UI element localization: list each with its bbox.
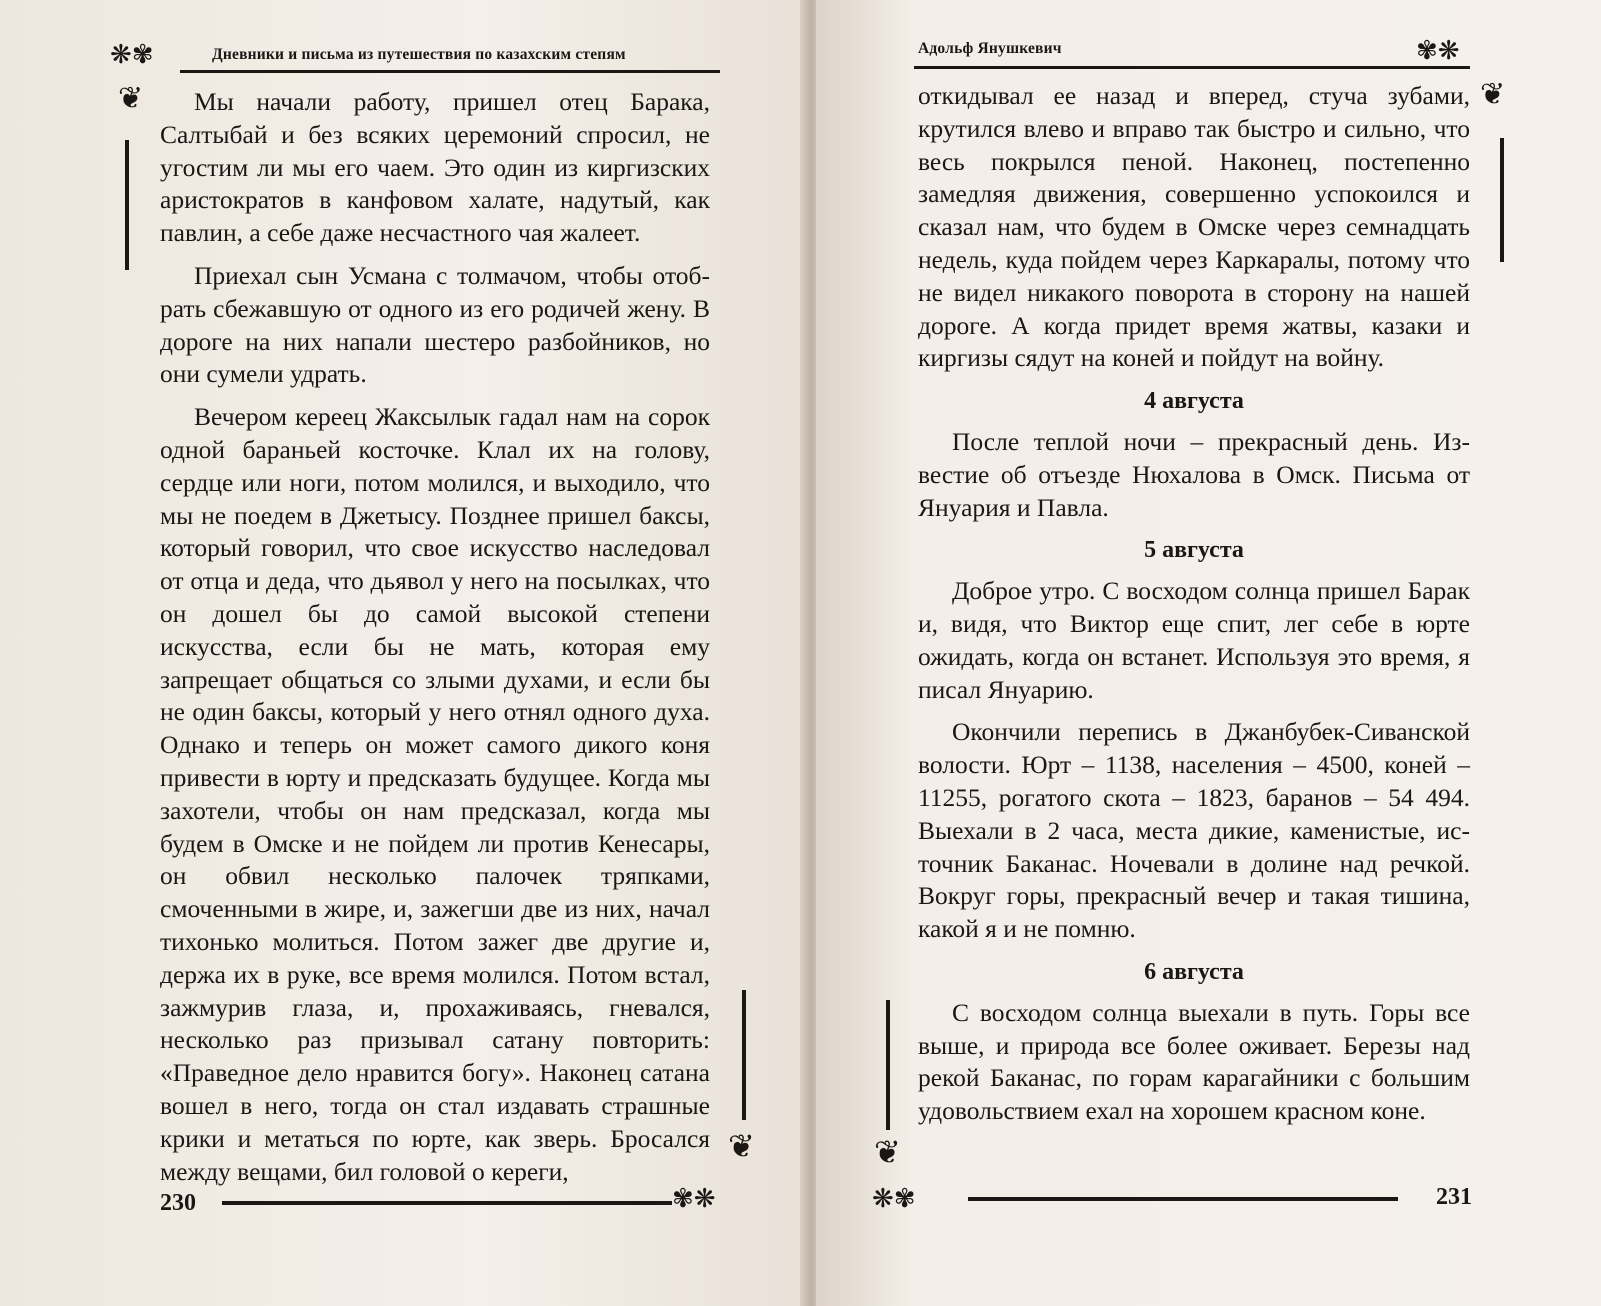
right-page-number: 231 bbox=[1436, 1184, 1472, 1210]
left-foot-rule bbox=[222, 1201, 672, 1205]
right-page bbox=[816, 0, 1601, 1306]
kazakh-ornament-icon: ❦ bbox=[118, 81, 144, 116]
paragraph: После теплой ночи – прекрасный день. Известие об отъезде Нюхалова в Омск. Письма от Януария и Павла. bbox=[918, 426, 1470, 522]
right-vertical-rule-bottom bbox=[886, 1000, 890, 1130]
left-page-number: 230 bbox=[160, 1190, 196, 1216]
paragraph: Мы начали работу, пришел отец Барака, Салтыбай и без всяких церемоний спросил, не угостим ли мы его чаем. Это один из киргизских аристократов в канфовом халате, надутый, как павлин, а себе даже несчастного чая жалеет. bbox=[160, 87, 710, 248]
paragraph: откидывал ее назад и вперед, стуча зубами, крутился влево и вправо так быстро и сильно, что весь покрылся пеной. Наконец, постепенно замедляя движения, совершенно успокоился и сказал нам, что будем в Омске через семнадцать недель, куда пойдем через Каркаралы, потому что не видел никакого поворота в сторону на нашей дороге. А когда придет время жатвы, казаки и киргизы сядут на коней и пойдут на войну. bbox=[918, 81, 1470, 373]
kazakh-ornament-icon: ❦ bbox=[874, 1133, 901, 1171]
date-heading: 4 августа bbox=[1144, 388, 1244, 415]
kazakh-ornament-icon: ❦ bbox=[1480, 77, 1506, 112]
right-vertical-rule bbox=[1500, 138, 1504, 262]
kazakh-ornament-icon: ❋✾ bbox=[110, 40, 154, 70]
left-head-rule bbox=[180, 70, 720, 73]
paragraph: Вечером кереец Жаксылык гадал нам на сорок одной бараньей косточке. Клал их на голову, сердце или ноги, потом молился, и выходило, что мы не поедем в Джетысу. Позднее пришел баксы, который говорил, что свое искусство наследовал от отца и деда, что дьявол у него на посылках, что он дошел бы до самой высокой степени искусства, если бы не мать, которая ему запрещает общаться со злыми духами, и если бы не один баксы, который у него отнял одного духа. Однако и теперь он может самого дикого коня привести в юрту и предсказать будущее. Когда мы захотели, чтобы он нам предсказал, когда мы будем в Омске и не пойдем ли против Кенесары, он обвил несколько палочек тряпками, смоченными в жире, и, зажегши две из них, начал тихонько молиться. Потом зажег две другие и, держа их в руке, все время молился. Потом встал, зажмурив глаза, и, прохаживаясь, гневался, несколько раз призывал сатану повторить: «Праведное дело нравится богу». Наконец сатана вошел в него, тогда он стал издавать страшные крики и метаться по юрте, как зверь. Бросался между вещами, бил головой о кереги, bbox=[160, 402, 710, 1186]
paragraph: Окончили перепись в Джанбубек-Сиванской волости. Юрт – 1138, населения – 4500, коней – 11255, рогатого скота – 1823, баранов – 54 494. Выехали в 2 часа, места дикие, каменистые, источник Баканас. Ночевали в долине над речкой. Вокруг горы, прекрасный вечер и такая тишина, какой я и не помню. bbox=[918, 717, 1470, 944]
kazakh-ornament-icon: ✾❋ bbox=[1416, 36, 1460, 66]
date-heading: 6 августа bbox=[1144, 958, 1244, 985]
right-running-head: Адольф Янушкевич bbox=[918, 40, 1062, 57]
kazakh-ornament-icon: ✾❋ bbox=[672, 1184, 716, 1214]
left-vertical-rule-bottom bbox=[742, 990, 746, 1120]
right-head-rule bbox=[914, 66, 1470, 69]
kazakh-ornament-icon: ❦ bbox=[728, 1127, 755, 1165]
paragraph: Приехал сын Усмана с толмачом, чтобы отобрать сбежавшую от одного из его родичей жену. В дороге на них напали шестеро разбойников, но они сумели удрать. bbox=[160, 260, 710, 389]
left-page-text bbox=[160, 86, 710, 1198]
left-vertical-rule bbox=[125, 140, 129, 270]
paragraph: Доброе утро. С восходом солнца пришел Барак и, видя, что Виктор еще спит, лег себе в юрте ожидать, когда он встанет. Используя это время, я писал Януарию. bbox=[918, 576, 1470, 704]
left-running-head: Дневники и письма из путешествия по казахским степям bbox=[212, 46, 626, 63]
date-heading: 5 августа bbox=[1144, 537, 1244, 564]
paragraph: С восходом солнца выехали в путь. Горы все выше, и природа все более оживает. Березы над рекой Баканас, по горам карагайники с большим удовольствием ехал на хорошем красном коне. bbox=[918, 997, 1470, 1126]
kazakh-ornament-icon: ❋✾ bbox=[872, 1184, 916, 1214]
right-foot-rule bbox=[968, 1197, 1398, 1201]
right-page-text bbox=[918, 80, 1470, 1138]
